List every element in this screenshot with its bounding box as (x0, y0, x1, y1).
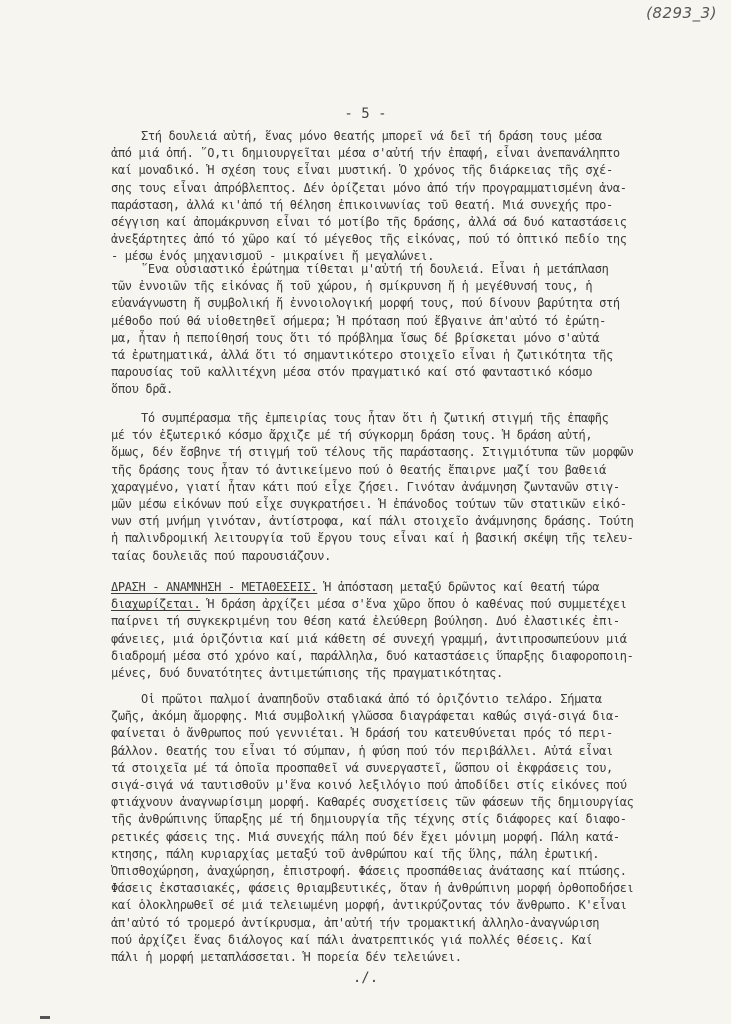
section-heading: ΔΡΑΣΗ - ΑΝΑΜΝΗΣΗ - ΜΕΤΑΘΕΣΕΙΣ. (111, 580, 318, 594)
text-line: πού ἀρχίζει ἕνας διάλογος καί πάλι ἀνατρεπτικός γιά πολλές θέσεις. Καί (111, 932, 593, 947)
paragraph-4 (111, 579, 656, 682)
scan-edge-mark (40, 1016, 50, 1019)
text-line: βάλλον. Θεατής του εἶναι τό σύμπαν, ἡ φύση πού τόν περιβάλλει. Αὐτά εἶναι (111, 743, 613, 758)
text-line: ἀπ'αὐτό τό τρομερό ἀντίκρυσμα, ἀπ'αὐτή τήν τρομακτική ἀλληλο-ἀναγνώριση (111, 915, 600, 930)
text-line: παίρνει τή συγκεκριμένη του θέση κατά ἐλεύθερη βούληση. Δυό ἐλαστικές ἐπι- (111, 614, 620, 629)
text-line: τῶν ἐννοιῶν τῆς εἰκόνας ἤ τοῦ χώρου, ἡ σμίκρυνση ἤ ἡ μεγέθυνσή τους, ἡ (111, 279, 593, 294)
underlined-word: διαχωρίζεται. (111, 597, 201, 612)
text-line: τά στοιχεῖα μέ τά ὁποῖα προσπαθεῖ νά συνεργαστεῖ, ὥσπου οἱ ἐκφράσεις του, (111, 760, 613, 775)
text-line: κτησης, πάλη κυριαρχίας μεταξύ τοῦ ἀνθρώπου καί τῆς ὕλης, πάλη ἐρωτική. (111, 846, 600, 861)
text-line: ταίας δουλειᾶς πού παρουσιάζουν. (111, 548, 331, 563)
text-line: παρουσίας τοῦ καλλιτέχνη μέσα στόν πραγματικό καί στό φανταστικό κόσμο (111, 365, 593, 380)
text-line: σης τους εἶναι ἀπρόβλεπτος. Δέν ὁρίζεται μόνο ἀπό τήν προγραμματισμένη ἀνα- (111, 180, 627, 195)
text-line: μῶν μέσω εἰκόνων πού εἶχε συγκρατήσει. Ἡ ἐπάνοδος τούτων τῶν στατικῶν εἰκό- (111, 497, 627, 512)
text-line: μέθοδο πού θά υἱοθετηθεῖ σήμερα; Ἡ πρόταση πού ἔβγαινε ἀπ'αὐτό τό ἐρώτη- (111, 313, 606, 328)
text-line: μέ τόν ἐξωτερικό κόσμο ἄρχιζε μέ τή σύγκορμη δράση τους. Ἡ δράση αὐτή, (111, 428, 593, 443)
text-line: φάνειες, μιά ὁριζόντια καί μιά κάθετη σέ συνεχή γραμμή, ἀντιπροσωπεύουν μιά (111, 631, 627, 646)
text-line: Φάσεις ἐκστασιακές, φάσεις θριαμβευτικές, ὅταν ἡ ἀνθρώπινη μορφή ὀρθοποδήσει (111, 881, 634, 896)
text-line: - μέσω ἑνός μηχανισμοῦ - μικραίνει ἤ μεγαλώνει. (111, 249, 435, 264)
text-line: Ὀπισθοχώρηση, ἀναχώρηση, ἐπιστροφή. Φάσεις προσπάθειας ἀνάτασης καί πτώσης. (111, 864, 627, 879)
paragraph-3 (111, 410, 656, 565)
text-line: μα, ἦταν ἡ πεποίθησή τους ὅτι τό πρόβλημα ἴσως δέ βρίσκεται μόνο σ'αὐτά (111, 330, 600, 345)
text-line: φαίνεται ὁ ἄνθρωπος πού γεννιέται. Ἡ δράσή του κατευθύνεται πρός τό περι- (111, 726, 613, 741)
text-line: τῆς δράσης τους ἦταν τό ἀντικείμενο πού ὁ θεατής ἔπαιρνε μαζί του βαθειά (111, 462, 606, 477)
text-line: παράσταση, ἀλλά κι'ἀπό τή θέληση ἐπικοινωνίας τοῦ θεατή. Μιά συνεχής προ- (111, 197, 613, 212)
text-line: χαραγμένο, γιατί ἦταν κάτι πού εἶχε ζήσει. Γινόταν ἀνάμνηση ζωντανῶν στιγ- (111, 479, 620, 494)
paragraph-2 (111, 261, 656, 399)
paragraph-1 (111, 128, 656, 266)
text-line: καί ὁλοκληρωθεῖ σέ μιά τελειωμένη μορφή, ἀντικρύζοντας τόν ἄνθρωπο. Κ'εἶναι (111, 898, 627, 913)
continuation-mark: ./. (352, 970, 379, 986)
text-line: ὅμως, δέν ἔσβηνε τή στιγμή τοῦ τέλους τῆς παράστασης. Στιγμιότυπα τῶν μορφῶν (111, 445, 634, 460)
text-line: νων στή μνήμη γινόταν, ἀντίστροφα, καί πάλι στοιχεῖο ἀνάμνησης δράσης. Τούτη (111, 514, 634, 529)
text-line: ὅπου δρᾶ. (111, 382, 173, 397)
archive-reference-note: (8293_3) (646, 4, 717, 22)
text-line: σέγγιση καί ἀπομάκρυνση εἶναι τό μοτίβο τῆς δράσης, ἀλλά σά δυό καταστάσεις (111, 215, 627, 230)
text-line: διαχωρίζεται. Ἡ δράση ἀρχίζει μέσα σ'ἕνα χῶρο ὅπου ὁ καθένας πού συμμετέχει (111, 597, 627, 612)
text-line: ρετικές φάσεις της. Μιά συνεχής πάλη πού δέν ἔχει μόνιμη μορφή. Πάλη κατά- (111, 829, 620, 844)
text-line: ῞Ενα οὐσιαστικό ἐρώτημα τίθεται μ'αὐτή τή δουλειά. Εἶναι ἡ μετάπλαση (141, 262, 609, 276)
text-line: εὐανάγνωστη ἤ συμβολική ἤ ἐννοιολογική μορφή τους, πού δίνουν βαρύτητα στή (111, 296, 620, 311)
text-line: φτιάχνουν ἀναγνωρίσιμη μορφή. Καθαρές συσχετίσεις τῶν φάσεων τῆς δημιουργίας (111, 795, 634, 810)
text-line: ἀπό μιά ὀπή. ῞Ο,τι δημιουργεῖται μέσα σ'αὐτή τήν ἐπαφή, εἶναι ἀνεπανάληπτο (111, 146, 620, 161)
page-number: - 5 - (344, 106, 387, 122)
text-line: Τό συμπέρασμα τῆς ἐμπειρίας τους ἦταν ὅτι ἡ ζωτική στιγμή τῆς ἐπαφῆς (141, 411, 609, 425)
text-line: ἡ παλινδρομική λειτουργία τοῦ ἔργου τους εἶναι καί ἡ βασική σκέψη τῆς τελευ- (111, 531, 634, 546)
text-line: ζωῆς, ἀκόμη ἄμορφης. Μιά συμβολική γλῶσσα διαγράφεται καθώς σιγά-σιγά δια- (111, 709, 620, 724)
paragraph-5 (111, 691, 656, 966)
text-line: Στή δουλειά αὐτή, ἕνας μόνο θεατής μπορεῖ νά δεῖ τή δράση τους μέσα (141, 129, 602, 143)
text-line: τῆς ἀνθρώπινης ὕπαρξης μέ τή δημιουργία τῆς τέχνης στίς διάφορες καί διαφο- (111, 812, 627, 827)
text-line: μένες, δυό δυνατότητες ἀντιμετώπισης τῆς πραγματικότητας. (111, 666, 503, 681)
text-line: ἀνεξάρτητες ἀπό τό χῶρο καί τό μέγεθος τῆς εἰκόνας, πού τό ὀπτικό πεδίο της (111, 232, 627, 247)
text-line: διαδρομή μέσα στό χρόνο καί, παράλληλα, δυό καταστάσεις ὕπαρξης διαφοροποιη- (111, 648, 634, 663)
text-line: σιγά-σιγά νά ταυτισθοῦν μ'ἕνα κοινό λεξιλόγιο πού ἀποδίδει στίς εἰκόνες πού (111, 778, 627, 793)
text-line: πάλι ἡ μορφή μεταπλάσσεται. Ἡ πορεία δέν τελειώνει. (111, 950, 462, 965)
text-line: τά ἐρωτηματικά, ἀλλά ὅτι τό σημαντικότερο στοιχεῖο εἶναι ἡ ζωτικότητα τῆς (111, 348, 613, 363)
text-line: Οἱ πρῶτοι παλμοί ἀναπηδοῦν σταδιακά ἀπό τό ὁριζόντιο τελάρο. Σήματα (141, 692, 602, 706)
text-line: καί μοναδικό. Ἡ σχέση τους εἶναι μυστική. Ὁ χρόνος τῆς διάρκειας τῆς σχέ- (111, 163, 613, 178)
text-line: ΔΡΑΣΗ - ΑΝΑΜΝΗΣΗ - ΜΕΤΑΘΕΣΕΙΣ. Ἡ ἀπόσταση μεταξύ δρῶντος καί θεατή τώρα (111, 580, 600, 594)
